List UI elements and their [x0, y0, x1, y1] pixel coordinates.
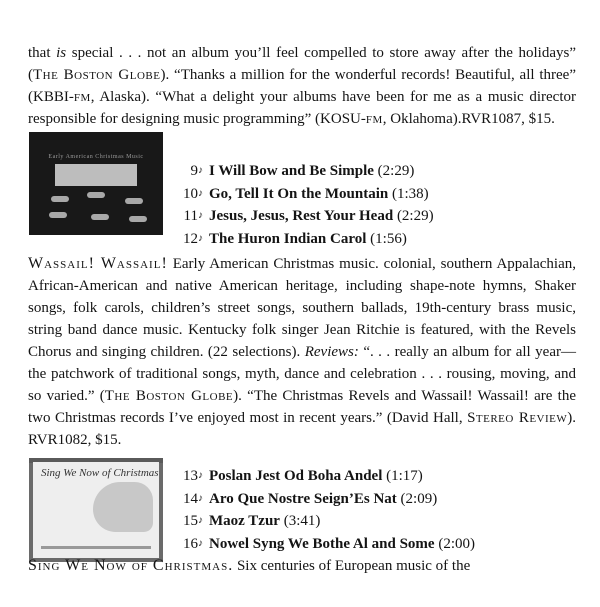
text: special . . . not an album you’ll feel compelled to store away after the holidays” (	[28, 45, 576, 83]
text: ). “The Christmas Revels and Wassail! Wassail! are the two Christmas records I’ve enjoyed most in recent years.” (David Hall,	[28, 388, 576, 426]
music-note-icon: ♪	[198, 232, 203, 244]
album-cover-label	[55, 164, 137, 186]
track-duration: (2:09)	[400, 490, 438, 507]
track-item	[170, 160, 434, 183]
music-note-icon: ♪	[198, 210, 203, 221]
track-duration: (1:56)	[370, 230, 407, 247]
track-number: 16	[183, 535, 198, 552]
track-number: 10	[183, 185, 198, 202]
reviews-label: Reviews:	[304, 344, 359, 360]
track-item	[170, 533, 475, 556]
music-note-icon: ♪	[198, 187, 203, 199]
track-title: Aro Que Nostre Seign’Es Nat	[209, 490, 397, 507]
cover-footer-line	[41, 546, 151, 549]
track-number: 11	[183, 208, 198, 224]
album-description-wassail	[28, 253, 576, 451]
cover-figure	[129, 216, 147, 222]
music-note-icon: ♪	[198, 165, 203, 176]
publication-name: The Boston Globe	[104, 388, 234, 404]
album-cover-sing-we-now	[29, 458, 163, 562]
track-duration: (2:29)	[377, 163, 415, 179]
text: Early American Christmas music. colonial, southern Appalachian, African-American and native American heritage, including shape-note hymns, Shaker songs, folk carols, children’s street songs, southern ballads, 19th-century brass music, string band dance music. Kentucky folk singer Jean Ritchie is featured, with the Revels Chorus and singing children. (22 selections).	[28, 256, 576, 360]
album-cover-wassail	[29, 132, 163, 235]
cover-figure	[51, 196, 69, 202]
track-item	[170, 228, 434, 251]
track-list	[170, 465, 475, 555]
track-number: 9	[190, 163, 198, 179]
track-duration: (1:38)	[391, 185, 429, 202]
track-number: 15	[183, 513, 198, 529]
cover-figure	[87, 192, 105, 198]
track-duration: (1:17)	[386, 468, 423, 484]
album-cover-title: Early American Christmas Music	[48, 154, 144, 160]
track-title: The Huron Indian Carol	[209, 230, 367, 247]
track-title: Maoz Tzur	[209, 513, 280, 529]
track-duration: (2:29)	[396, 208, 434, 224]
album-description-sing-we-now	[28, 555, 576, 577]
track-number: 13	[183, 468, 198, 484]
track-title: Jesus, Jesus, Rest Your Head	[209, 208, 394, 224]
catalog-price: ). RVR1082, $15.	[28, 410, 576, 448]
music-note-icon: ♪	[198, 515, 203, 526]
track-item	[170, 183, 434, 206]
cover-figure	[125, 198, 143, 204]
track-title: Poslan Jest Od Boha Andel	[209, 468, 383, 484]
text: ). “Thanks a million for the wonderful records! Beautiful, all three” (KBBI-	[28, 67, 576, 105]
track-number: 14	[183, 490, 198, 507]
cover-figure	[91, 214, 109, 220]
cover-illustration	[93, 482, 153, 532]
music-note-icon: ♪	[198, 470, 203, 481]
catalog-price: , Oklahoma).RVR1087, $15.	[382, 111, 555, 127]
track-item	[170, 510, 475, 533]
track-list	[170, 160, 434, 250]
cover-panel	[33, 462, 159, 558]
cover-figure	[49, 212, 67, 218]
album-review-continuation	[28, 42, 576, 130]
music-note-icon: ♪	[198, 492, 203, 504]
publication-name: Stereo Review	[467, 410, 568, 426]
music-note-icon: ♪	[198, 537, 203, 549]
album-title: Sing We Now of Christmas.	[28, 557, 234, 574]
emphasis: is	[56, 45, 67, 61]
radio-band: fm	[365, 111, 383, 127]
album-title: Wassail! Wassail!	[28, 255, 168, 272]
text: “. . . really an album for all year—the patchwork of traditional songs, myth, dance and celebration . . . rousing, moving, and so varied.” (	[28, 344, 576, 404]
track-item	[170, 465, 475, 488]
track-item	[170, 205, 434, 228]
track-item	[170, 488, 475, 511]
publication-name: The Boston Globe	[33, 67, 161, 83]
track-title: I Will Bow and Be Simple	[209, 163, 374, 179]
text: , Alaska). “What a delight your albums have been for me as a music director responsible for designing music programming” (KOSU-	[28, 89, 576, 127]
track-title: Nowel Syng We Bothe Al and Some	[209, 535, 435, 552]
text: that	[28, 45, 57, 61]
track-duration: (3:41)	[283, 513, 321, 529]
text: Six centuries of European music of the	[233, 558, 471, 574]
track-number: 12	[183, 230, 198, 247]
track-duration: (2:00)	[438, 535, 476, 552]
album-cover-title: Sing We Now of Christmas	[41, 467, 159, 479]
radio-band: fm	[73, 89, 91, 105]
track-title: Go, Tell It On the Mountain	[209, 185, 389, 202]
